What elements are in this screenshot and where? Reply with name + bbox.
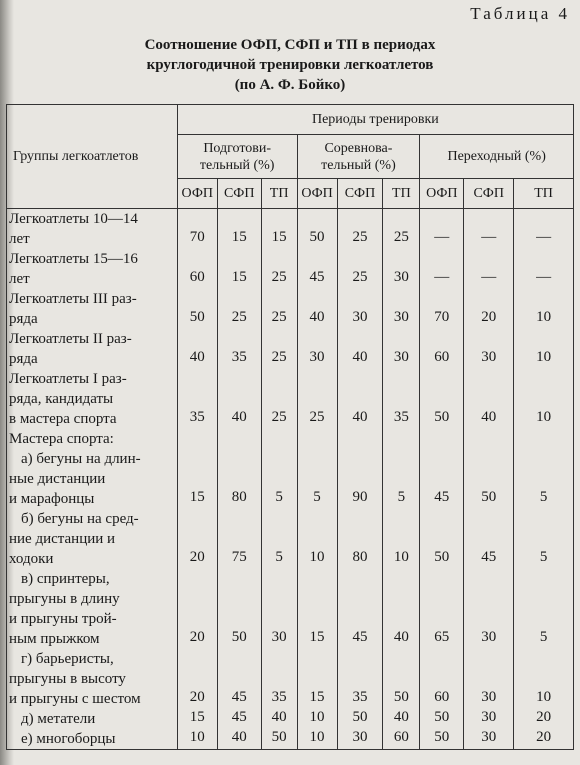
row-label-line: ряда <box>9 351 38 367</box>
cell-value: 20 <box>464 289 514 329</box>
cell-value: 50 <box>261 729 297 750</box>
cell-value: 90 <box>337 429 383 509</box>
cell-value: 10 <box>297 709 337 729</box>
cell-value: 30 <box>464 329 514 369</box>
row-group-label <box>7 709 178 729</box>
row-label-line: г) барьеристы, <box>21 651 114 667</box>
cell-value: 40 <box>383 709 420 729</box>
cell-value: 20 <box>177 509 217 569</box>
cell-value: 25 <box>337 209 383 250</box>
cell-value: 35 <box>261 649 297 709</box>
row-label-line: Легкоатлеты III раз- <box>9 291 137 307</box>
cell-value: 50 <box>420 729 464 750</box>
cell-value: 25 <box>297 369 337 429</box>
header-ofp: ОФП <box>420 179 464 209</box>
header-tp: ТП <box>261 179 297 209</box>
header-prep <box>177 135 297 179</box>
header-tp: ТП <box>514 179 574 209</box>
row-group-label <box>7 249 178 289</box>
row-label-line: а) бегуны на длин- <box>21 451 141 467</box>
table-row <box>7 369 574 429</box>
row-group-label <box>7 569 178 649</box>
row-label-line: ходоки <box>9 551 54 567</box>
cell-value: 10 <box>297 509 337 569</box>
cell-value: 60 <box>383 729 420 750</box>
cell-value: 45 <box>337 569 383 649</box>
header-ofp: ОФП <box>177 179 217 209</box>
cell-value: 50 <box>297 209 337 250</box>
table-row <box>7 209 574 250</box>
cell-value: 45 <box>464 509 514 569</box>
cell-value: 30 <box>261 569 297 649</box>
cell-value: 25 <box>261 289 297 329</box>
row-label-line: Легкоатлеты 10—14 <box>9 211 138 227</box>
table-title <box>0 35 580 95</box>
table-row <box>7 709 574 729</box>
cell-value: 60 <box>420 329 464 369</box>
row-label-line: лет <box>9 231 30 247</box>
row-group-label <box>7 329 178 369</box>
cell-value: 10 <box>514 369 574 429</box>
cell-value: 50 <box>464 429 514 509</box>
cell-value: — <box>514 209 574 250</box>
cell-value: 10 <box>383 509 420 569</box>
cell-value: 25 <box>261 329 297 369</box>
cell-value: 45 <box>217 709 261 729</box>
row-label-line: ряда, кандидаты <box>9 391 114 407</box>
cell-value: 40 <box>217 369 261 429</box>
cell-value: 5 <box>514 509 574 569</box>
row-group-label <box>7 429 178 509</box>
row-label-line: Мастера спорта: <box>9 431 114 447</box>
row-label-line: Легкоатлеты 15—16 <box>9 251 138 267</box>
row-label-line: прыгуны в длину <box>9 591 120 607</box>
cell-value: — <box>420 209 464 250</box>
cell-value: 60 <box>420 649 464 709</box>
table-row <box>7 249 574 289</box>
cell-value: 15 <box>261 209 297 250</box>
row-label-line: д) метатели <box>21 711 96 727</box>
cell-value: 15 <box>217 249 261 289</box>
cell-value: 80 <box>337 509 383 569</box>
cell-value: 20 <box>514 729 574 750</box>
cell-value: 5 <box>383 429 420 509</box>
row-label-line: и прыгуны трой- <box>9 611 117 627</box>
cell-value: 15 <box>177 709 217 729</box>
cell-value: 40 <box>337 329 383 369</box>
cell-value: 50 <box>420 369 464 429</box>
cell-value: 15 <box>177 429 217 509</box>
data-table <box>6 104 574 750</box>
cell-value: 40 <box>217 729 261 750</box>
row-label-line: прыгуны в высоту <box>9 671 126 687</box>
row-group-label <box>7 289 178 329</box>
cell-value: 35 <box>383 369 420 429</box>
cell-value: 40 <box>261 709 297 729</box>
cell-value: 35 <box>217 329 261 369</box>
cell-value: 50 <box>177 289 217 329</box>
cell-value: 45 <box>297 249 337 289</box>
cell-value: 40 <box>337 369 383 429</box>
row-label-line: лет <box>9 271 30 287</box>
header-periods: Периоды тренировки <box>177 105 573 135</box>
cell-value: 65 <box>420 569 464 649</box>
cell-value: 70 <box>420 289 464 329</box>
cell-value: 35 <box>177 369 217 429</box>
table-row <box>7 289 574 329</box>
header-prep-line: тельный (%) <box>199 157 275 173</box>
table-row <box>7 569 574 649</box>
row-label-line: Легкоатлеты I раз- <box>9 371 127 387</box>
cell-value: 15 <box>217 209 261 250</box>
cell-value: 20 <box>177 569 217 649</box>
title-line: Соотношение ОФП, СФП и ТП в периодах <box>144 37 436 53</box>
cell-value: 30 <box>464 709 514 729</box>
row-label-line: Легкоатлеты II раз- <box>9 331 132 347</box>
cell-value: 5 <box>514 429 574 509</box>
cell-value: 50 <box>420 509 464 569</box>
table-body <box>7 209 574 750</box>
cell-value: 70 <box>177 209 217 250</box>
header-sfp: СФП <box>337 179 383 209</box>
cell-value: 45 <box>217 649 261 709</box>
cell-value: 10 <box>514 289 574 329</box>
row-group-label <box>7 369 178 429</box>
cell-value: 5 <box>514 569 574 649</box>
cell-value: 80 <box>217 429 261 509</box>
cell-value: 40 <box>297 289 337 329</box>
cell-value: 30 <box>337 289 383 329</box>
cell-value: 50 <box>383 649 420 709</box>
cell-value: 10 <box>514 329 574 369</box>
cell-value: 25 <box>383 209 420 250</box>
table-row <box>7 649 574 709</box>
header-comp <box>297 135 420 179</box>
row-group-label <box>7 649 178 709</box>
cell-value: 30 <box>383 289 420 329</box>
cell-value: 20 <box>514 709 574 729</box>
cell-value: 10 <box>177 729 217 750</box>
table-label: Таблица 4 <box>470 4 570 23</box>
row-group-label <box>7 509 178 569</box>
cell-value: 50 <box>420 709 464 729</box>
row-label-line: е) многоборцы <box>21 731 116 747</box>
cell-value: 10 <box>514 649 574 709</box>
cell-value: — <box>464 249 514 289</box>
cell-value: 25 <box>261 369 297 429</box>
row-label-line: в) спринтеры, <box>21 571 110 587</box>
cell-value: 25 <box>337 249 383 289</box>
cell-value: 15 <box>297 569 337 649</box>
cell-value: 30 <box>464 569 514 649</box>
header-comp-line: Соревнова- <box>324 140 393 156</box>
header-sfp: СФП <box>217 179 261 209</box>
row-label-line: и прыгуны с шестом <box>9 691 141 707</box>
cell-value: 5 <box>261 509 297 569</box>
row-label-line: и марафонцы <box>9 491 95 507</box>
table-row <box>7 509 574 569</box>
cell-value: 10 <box>297 729 337 750</box>
header-trans: Переходный (%) <box>420 135 574 179</box>
cell-value: 50 <box>337 709 383 729</box>
header-groups: Группы легкоатлетов <box>7 105 178 209</box>
cell-value: 30 <box>464 649 514 709</box>
cell-value: — <box>464 209 514 250</box>
title-line: круглогодичной тренировки легкоатлетов <box>146 57 434 73</box>
cell-value: 5 <box>261 429 297 509</box>
row-group-label <box>7 729 178 750</box>
cell-value: 30 <box>297 329 337 369</box>
row-group-label <box>7 209 178 250</box>
row-label-line: ные дистанции <box>9 471 106 487</box>
cell-value: 30 <box>337 729 383 750</box>
cell-value: — <box>420 249 464 289</box>
header-tp: ТП <box>383 179 420 209</box>
cell-value: 30 <box>383 249 420 289</box>
cell-value: 40 <box>464 369 514 429</box>
cell-value: — <box>514 249 574 289</box>
cell-value: 40 <box>177 329 217 369</box>
cell-value: 50 <box>217 569 261 649</box>
header-comp-line: тельный (%) <box>321 157 396 173</box>
row-label-line: в мастера спорта <box>9 411 117 427</box>
cell-value: 25 <box>261 249 297 289</box>
cell-value: 75 <box>217 509 261 569</box>
row-label-line: ным прыжком <box>9 631 100 647</box>
table-row <box>7 329 574 369</box>
cell-value: 35 <box>337 649 383 709</box>
row-label-line: ряда <box>9 311 38 327</box>
table-row <box>7 729 574 750</box>
row-label-line: ние дистанции и <box>9 531 116 547</box>
table-row <box>7 429 574 509</box>
cell-value: 30 <box>383 329 420 369</box>
cell-value: 15 <box>297 649 337 709</box>
cell-value: 20 <box>177 649 217 709</box>
title-line: (по А. Ф. Бойко) <box>234 77 346 93</box>
cell-value: 45 <box>420 429 464 509</box>
cell-value: 40 <box>383 569 420 649</box>
header-prep-line: Подготови- <box>203 140 272 156</box>
header-sfp: СФП <box>464 179 514 209</box>
cell-value: 5 <box>297 429 337 509</box>
cell-value: 60 <box>177 249 217 289</box>
header-ofp: ОФП <box>297 179 337 209</box>
cell-value: 30 <box>464 729 514 750</box>
cell-value: 25 <box>217 289 261 329</box>
row-label-line: б) бегуны на сред- <box>21 511 139 527</box>
